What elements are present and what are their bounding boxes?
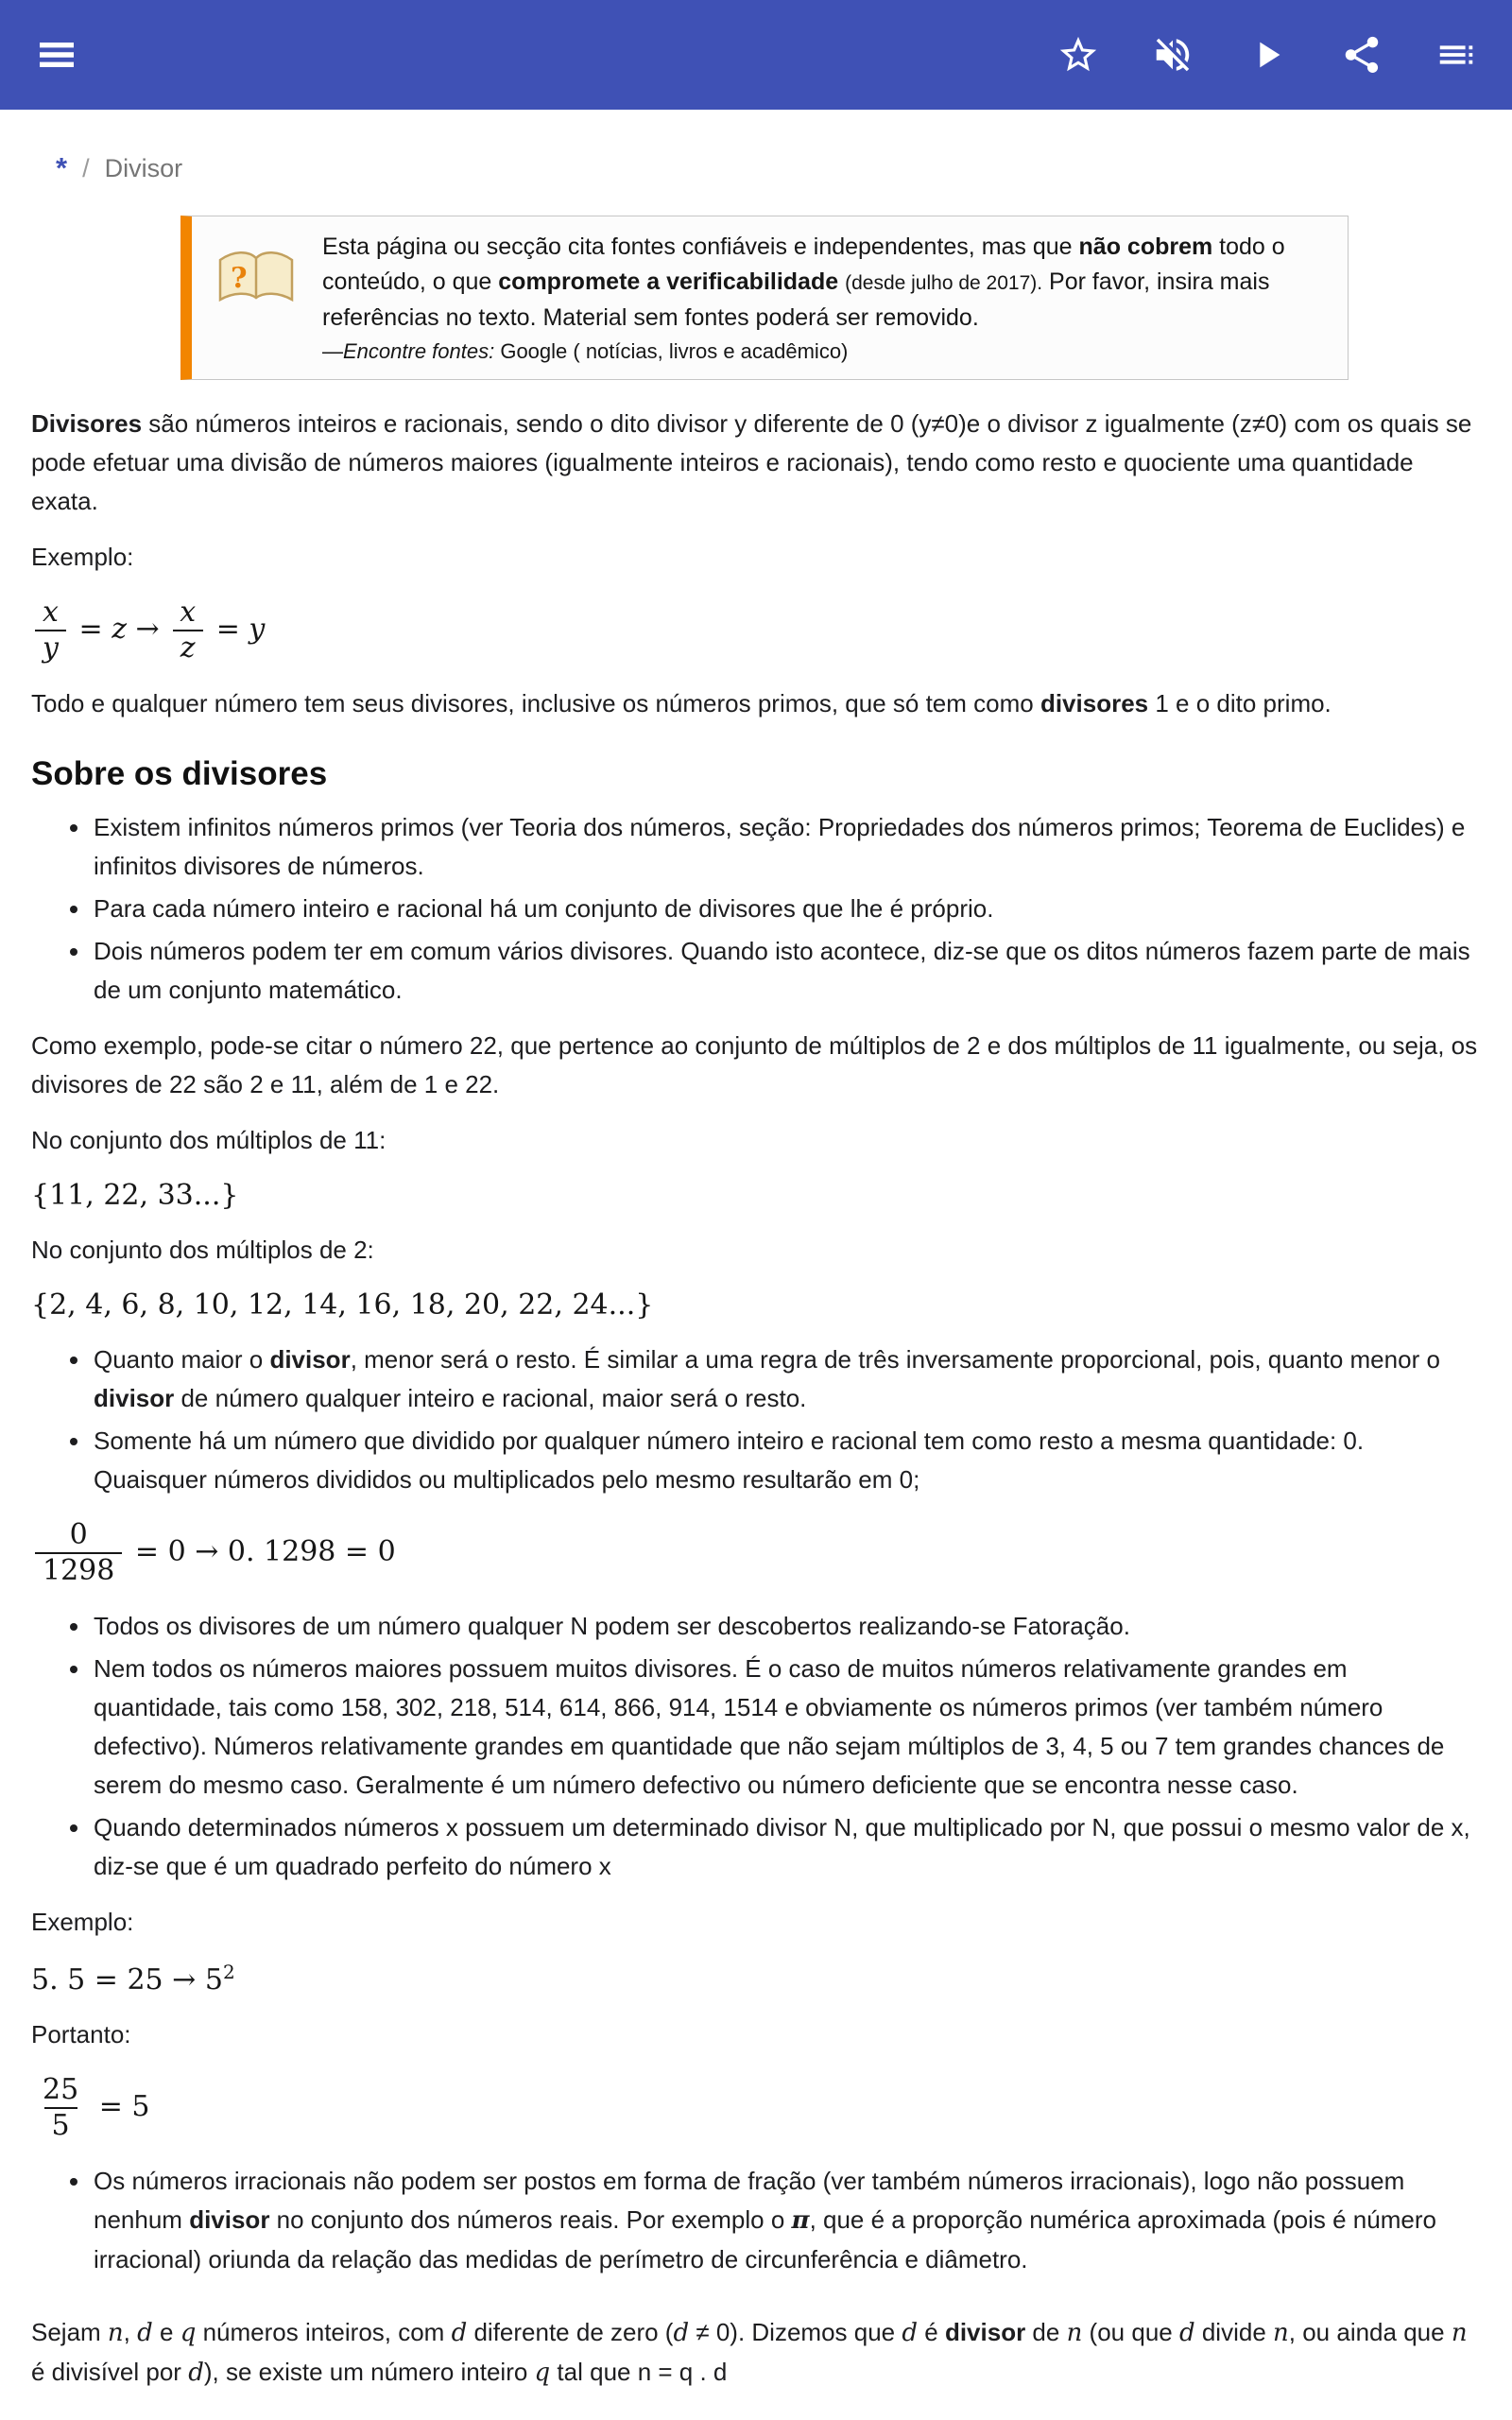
multiples-of-11-set xyxy=(31,1179,1481,1212)
play-icon xyxy=(1246,33,1289,77)
fraction-25-over-5 xyxy=(35,2073,86,2143)
set-notation: {2, 4, 6, 8, 10, 12, 14, 16, 18, 20, 22, 24...} xyxy=(31,1288,654,1322)
fraction-x-over-z xyxy=(172,596,203,666)
notice-body xyxy=(322,230,1329,366)
breadcrumb xyxy=(56,151,1481,185)
text-to-speech-button[interactable] xyxy=(1151,33,1194,77)
multiples-of-2-set xyxy=(31,1288,1481,1322)
app-bar-actions xyxy=(1057,33,1478,77)
expression: = 5 xyxy=(98,2090,150,2123)
equals-sign: = xyxy=(215,613,240,646)
toc-icon xyxy=(1435,33,1478,77)
denominator: z xyxy=(173,630,203,666)
example-22-paragraph: Como exemplo, pode-se citar o número 22, que pertence ao conjunto de múltiplos de 2 e dos múltiplos de 11 igualmente, ou seja, os divisores de 22 são 2 e 11, além de 1 e 22. xyxy=(31,1031,1478,1098)
toc-button[interactable] xyxy=(1435,33,1478,77)
formula-perfect-square xyxy=(31,1961,1481,1996)
question-book-icon xyxy=(211,230,301,309)
svg-text:?: ? xyxy=(231,262,248,295)
volume-off-icon xyxy=(1151,33,1194,77)
set-notation: {11, 22, 33...} xyxy=(31,1179,239,1212)
formula-zero-division xyxy=(31,1518,1481,1588)
example-label: Exemplo: xyxy=(31,543,134,571)
share-icon xyxy=(1340,33,1383,77)
arrow-symbol: → xyxy=(135,613,160,646)
list-item: • Somente há um número que dividido por qualquer número inteiro e racional tem como resto a mesma quantidade: 0. Quaisquer números divididos ou multiplicados pelo mesmo resultarão em 0; xyxy=(92,1422,1481,1499)
menu-button[interactable] xyxy=(34,32,79,78)
expression: 5. 5 = 25 → 5 xyxy=(31,1963,223,1996)
list-item: • Quanto maior o divisor, menor será o resto. É similar a uma regra de três inversamente proporcional, pois, quanto menor o divisor de número qualquer inteiro e racional, maior será o resto. xyxy=(92,1340,1481,1418)
multiples-of-11-label: No conjunto dos múltiplos de 11: xyxy=(31,1126,387,1154)
breadcrumb-separator: / xyxy=(82,153,90,182)
numerator: 25 xyxy=(43,2073,79,2106)
verifiability-notice xyxy=(180,216,1349,380)
numerator: x xyxy=(43,596,59,629)
denominator: y xyxy=(35,630,66,666)
fraction-x-over-y xyxy=(35,596,66,666)
expression: = 0 → 0. 1298 = 0 xyxy=(134,1535,396,1568)
intro-paragraph: Divisores são números inteiros e racionais, sendo o dito divisor y diferente de 0 (y≠0)e o divisor z igualmente (z≠0) com os quais se pode efetuar uma divisão de números maiores (igualmente inteiros e racionais), tendo como resto e quociente uma quantidade exata. xyxy=(31,409,1472,515)
multiples-of-2-label: No conjunto dos múltiplos de 2: xyxy=(31,1236,374,1264)
list-item: • Quando determinados números x possuem um determinado divisor N, que multiplicado por N, que possui o mesmo valor de x, diz-se que é um quadrado perfeito do número x xyxy=(92,1808,1481,1886)
list-item: • Para cada número inteiro e racional há um conjunto de divisores que lhe é próprio. xyxy=(92,890,1481,928)
list-item: • Nem todos os números maiores possuem muitos divisores. É o caso de muitos números relativamente grandes em quantidade, tais como 158, 302, 218, 514, 614, 866, 914, 1514 e obviamente os números primos (ver também número defectivo). Números relativamente grandes em quantidade que não sejam múltiplos de 3, 4, 5 ou 7 tem grandes chances de serem do mesmo caso. Geralmente é um número defectivo ou número deficiente que se encontra nesse caso. xyxy=(92,1650,1481,1805)
variable-y: y xyxy=(249,613,266,646)
list-item: • Todos os divisores de um número qualquer N podem ser descobertos realizando-se Fatoração. xyxy=(92,1607,1481,1646)
divisors-of-any-number-paragraph: Todo e qualquer número tem seus divisores, inclusive os números primos, que só tem como divisores 1 e o dito primo. xyxy=(31,689,1332,717)
variable-z: z xyxy=(112,613,127,646)
formula-25-over-5 xyxy=(31,2073,1481,2143)
equals-sign: = xyxy=(78,613,103,646)
favorite-button[interactable] xyxy=(1057,33,1100,77)
list-item: • Os números irracionais não podem ser postos em forma de fração (ver também números irracionais), logo não possuem nenhum divisor no conjunto dos números reais. Por exemplo o π, que é a proporção numérica aproximada (pois é número irracional) oriunda da relação das medidas de perímetro de circunferência e diâmetro. xyxy=(92,2162,1481,2279)
breadcrumb-current: Divisor xyxy=(104,153,183,182)
notice-source: —Encontre fontes: Google ( notícias, livros e acadêmico) xyxy=(322,339,849,363)
app-bar xyxy=(0,0,1512,110)
fraction-0-over-1298 xyxy=(35,1518,122,1588)
article-content xyxy=(0,151,1512,2393)
numerator: 0 xyxy=(69,1518,88,1551)
share-button[interactable] xyxy=(1340,33,1383,77)
denominator: 5 xyxy=(44,2107,77,2143)
notice-text: Esta página ou secção cita fontes confiáveis e independentes, mas que não cobrem todo o conteúdo, o que compromete a verificabilidade (desde julho de 2017). Por favor, insira mais referências no texto. Material sem fontes poderá ser removido. xyxy=(322,233,1285,331)
play-button[interactable] xyxy=(1246,33,1289,77)
sobre-list xyxy=(31,808,1481,1010)
menu-icon xyxy=(34,32,79,78)
rules-list xyxy=(31,1340,1481,1499)
list-item: • Dois números podem ter em comum vários divisores. Quando isto acontece, diz-se que os ditos números fazem parte de mais de um conjunto matemático. xyxy=(92,932,1481,1010)
numerator: x xyxy=(180,596,197,629)
list-item: • Existem infinitos números primos (ver Teoria dos números, seção: Propriedades dos números primos; Teorema de Euclides) e infinitos divisores de números. xyxy=(92,808,1481,886)
irrational-list xyxy=(31,2162,1481,2279)
facts-list xyxy=(31,1607,1481,1886)
square-expression xyxy=(31,1963,235,1996)
formula-division-identity xyxy=(31,596,1481,666)
section-heading-sobre-os-divisores: Sobre os divisores xyxy=(31,755,328,792)
denominator: 1298 xyxy=(35,1552,122,1588)
example-label-2: Exemplo: xyxy=(31,1908,134,1936)
breadcrumb-home[interactable]: * xyxy=(56,151,68,184)
star-outline-icon xyxy=(1057,33,1100,77)
exponent: 2 xyxy=(222,1961,235,1983)
divisor-definition-paragraph: Sejam n, d e q números inteiros, com d diferente de zero (d ≠ 0). Dizemos que d é divisor de n (ou que d divide n, ou ainda que n é divisível por d), se existe um número inteiro q tal que n = q . d xyxy=(31,2318,1468,2387)
portanto-label: Portanto: xyxy=(31,2020,131,2048)
